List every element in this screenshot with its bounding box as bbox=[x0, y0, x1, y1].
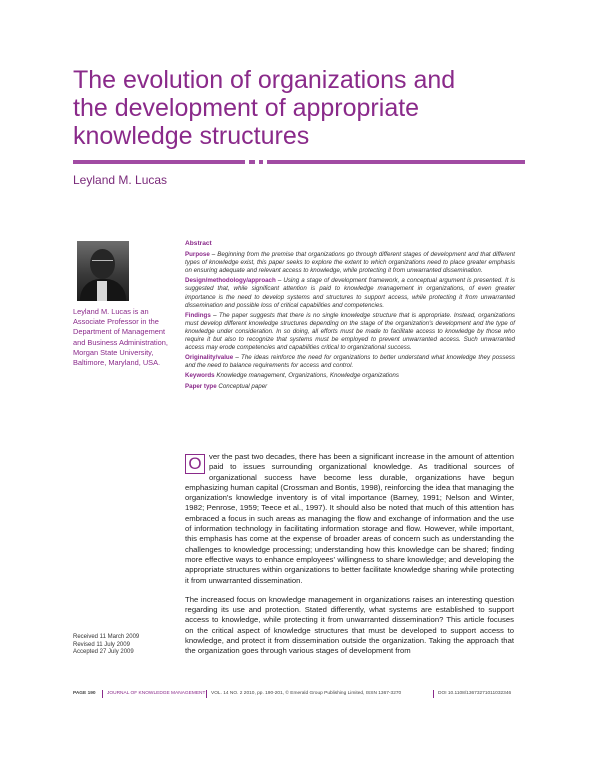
footer-page-number: PAGE 190 bbox=[73, 691, 96, 696]
abstract-purpose: Purpose – Beginning from the premise that organizations go through different stages of development and that different types of knowledge exist, this paper seeks to explore the extent to which organizations need to place greater emphasis on ensuring adequate and relevant access to knowledge, while protecting it from unwarranted dissemination. bbox=[185, 251, 515, 275]
title-line-3: knowledge structures bbox=[73, 122, 310, 150]
footer-separator bbox=[206, 690, 207, 698]
date-received: Received 11 March 2009 bbox=[73, 634, 140, 640]
page-footer bbox=[73, 688, 525, 700]
abstract-findings: Findings – The paper suggests that there is no single knowledge structure that is appropriate. Instead, organizations must develop different knowledge structures depending on the stage of the organization's development and the type of knowledge under consideration. In so doing, all efforts must be made to facilitate access to knowledge by those who require it but also to recognize that systems must be employed to prevent unwarranted access. Such unwarranted access may erode competencies and capabilities critical to organizational success. bbox=[185, 311, 515, 352]
title-line-2: the development of appropriate bbox=[73, 94, 420, 122]
rule-segment bbox=[259, 160, 263, 164]
date-accepted: Accepted 27 July 2009 bbox=[73, 649, 134, 656]
abstract-heading: Abstract bbox=[185, 240, 212, 247]
rule-segment bbox=[73, 160, 245, 164]
title-divider-rule bbox=[73, 160, 525, 164]
abstract-block bbox=[185, 240, 515, 393]
author-photo bbox=[77, 241, 129, 301]
abstract-keywords: Keywords Knowledge management, Organizations, Knowledge organizations bbox=[185, 372, 399, 380]
author-bio: Leyland M. Lucas is an Associate Professor in the Department of Management and Business Administration, Morgan State University, Baltimore, Maryland, USA. bbox=[73, 307, 168, 368]
abstract-originality: Originality/value – The ideas reinforce the need for organizations to better understand what knowledge they possess and the need to balance requirements for access and control. bbox=[185, 354, 515, 370]
title-line-1: The evolution of organizations and bbox=[73, 66, 456, 94]
body-paragraph-1: O ver the past two decades, there has been a significant increase in the amount of attention paid to issues surrounding organizational knowledge. As traditional sources of organizational success have become less durable, organizations have begun emphasizing human capital (Crossman and Bontis, 1998), reinforcing the idea that managing the organization's knowledge inventory is of vital importance (Barney, 1991; Nelson and Winter, 1982; Penrose, 1959; Teece et al., 1997). It should also be noted that much of this attention has embraced a focus in such areas as managing the flow and exchange of information and the use of information technology in facilitating information storage and flow. However, while important, this emphasis has come at the expense of broader areas of concern such as understanding the challenges to knowledge processing; understanding how this knowledge can be shared; finding more effective ways to enhance employees' willingness to share knowledge; and developing the appropriate structures within organizations to better facilitate knowledge sharing while protecting it from unwarranted dissemination. bbox=[185, 452, 514, 585]
submission-dates bbox=[73, 634, 139, 657]
footer-separator bbox=[433, 690, 434, 698]
rule-segment bbox=[249, 160, 255, 164]
abstract-design: Design/methodology/approach – Using a stage of development framework, a conceptual argument is presented. It is suggested that, while significant attention is paid to knowledge management in organizations, of even greater importance is the need to develop systems and structures to support access, while protecting it from unwarranted dissemination and possible loss of critical capabilities and competencies. bbox=[185, 277, 515, 309]
rule-segment bbox=[267, 160, 525, 164]
footer-doi: DOI 10.1108/13673271011032346 bbox=[438, 691, 512, 696]
article-title bbox=[73, 66, 533, 150]
footer-journal-name: JOURNAL OF KNOWLEDGE MANAGEMENT bbox=[107, 691, 206, 696]
author-name: Leyland M. Lucas bbox=[73, 173, 168, 187]
date-revised: Revised 11 July 2009 bbox=[73, 641, 130, 648]
abstract-paper-type: Paper type Conceptual paper bbox=[185, 382, 268, 390]
footer-separator bbox=[102, 690, 103, 698]
body-paragraph-2: The increased focus on knowledge management in organizations raises an interesting question regarding its use and protection. Stated differently, what systems are established to support access to knowledge, while protecting it from unwarranted dissemination? This article focuses on the critical aspect of knowledge structures that must be developed to support access to knowledge, and protect it from dissemination outside the organization. Taking the approach that the organization goes through various stages of development from bbox=[185, 594, 514, 656]
footer-volume-info: VOL. 14 NO. 2 2010, pp. 190-201, © Emerald Group Publishing Limited, ISSN 1367-3270 bbox=[211, 691, 402, 696]
drop-cap: O bbox=[185, 454, 205, 474]
article-body bbox=[185, 452, 514, 666]
